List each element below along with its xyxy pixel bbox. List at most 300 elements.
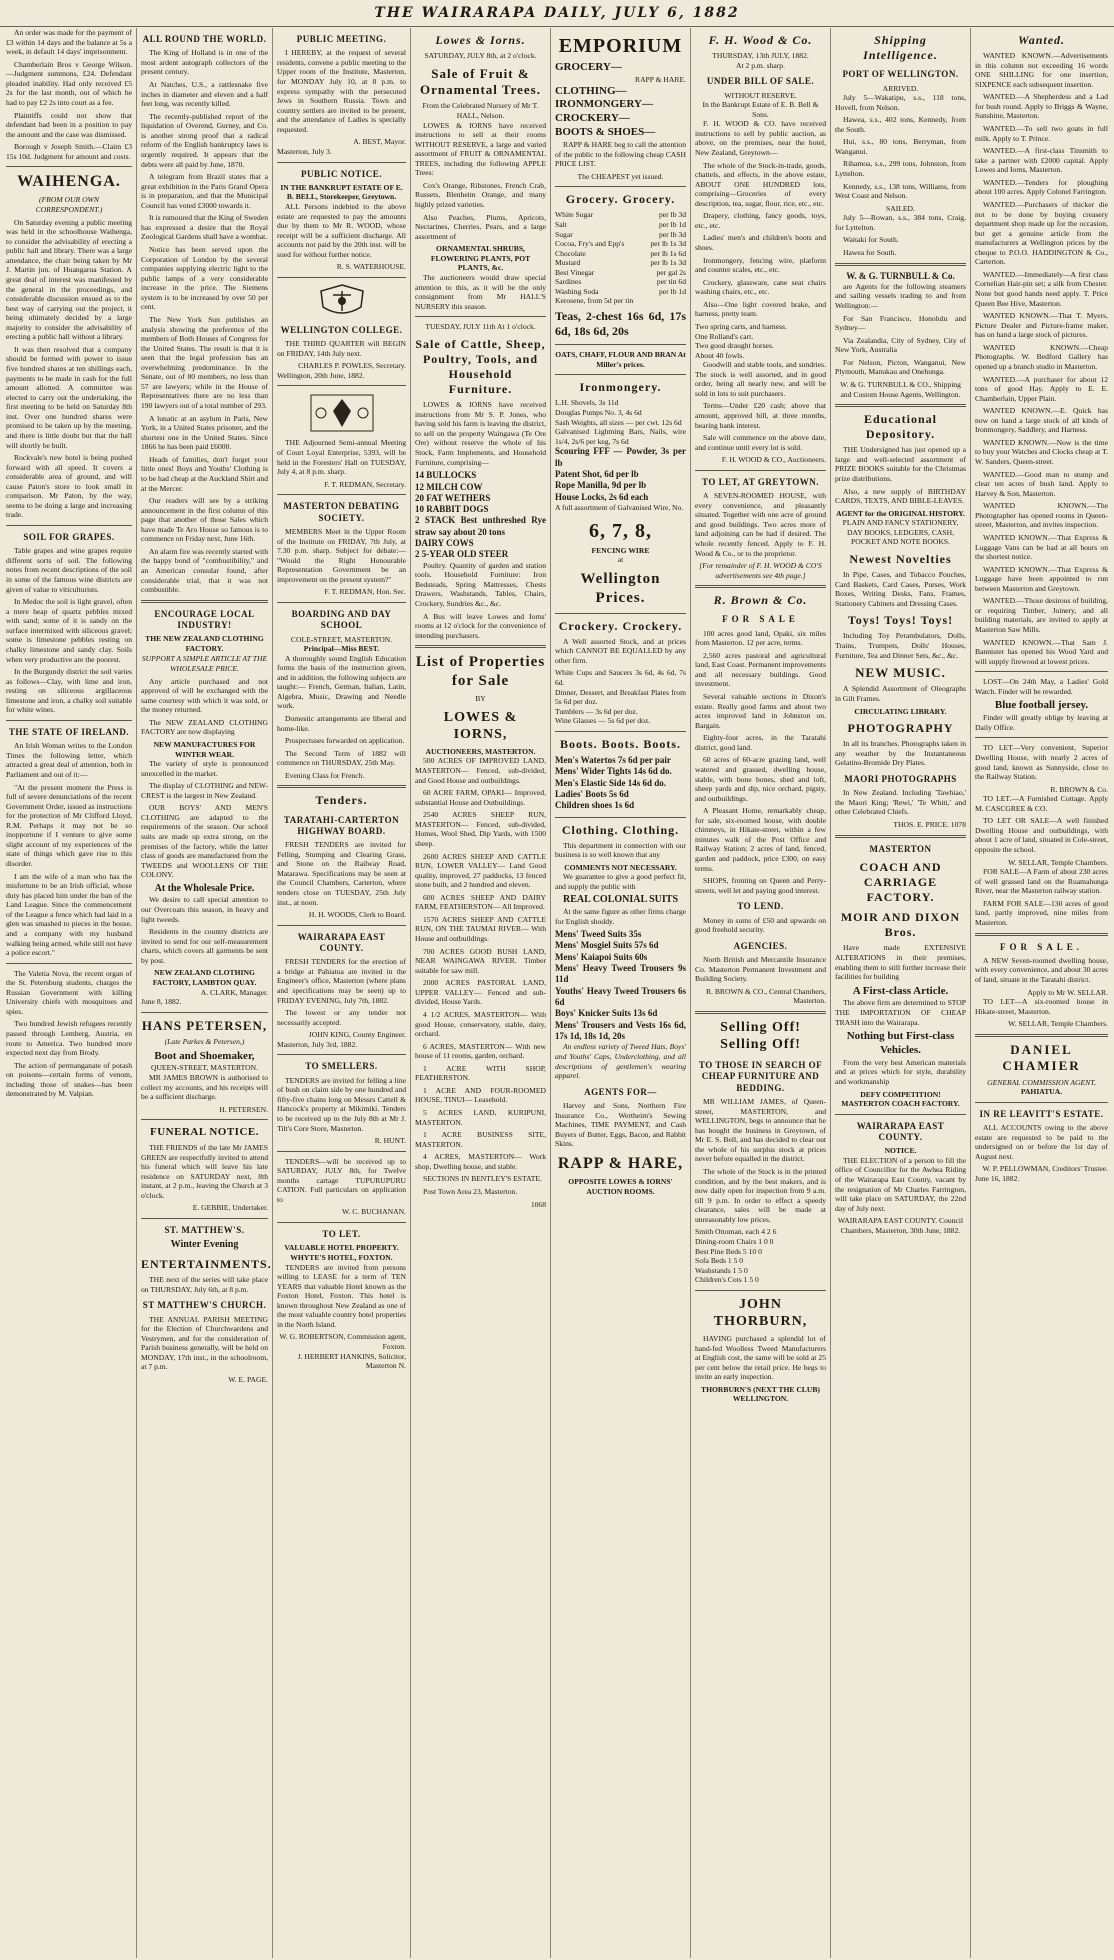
ad-text: F. H. WOOD & CO. have received instructions to sell by public auction, as above, on the premises, near the hotel, New Zealand, Greytown—: [695, 119, 826, 157]
divider: [415, 316, 546, 317]
ad-text: Mens' Kaiapoi Suits 60s: [555, 951, 648, 962]
ad-heading: NEW MUSIC.: [855, 665, 946, 681]
article-heading: PORT OF WELLINGTON.: [842, 69, 959, 80]
classified-ad: WANTED.—Immediately—A first class Cornelian Hair-pin set; a silk from Chester. None but good hands need apply. T. Price Queen Bee Hive, Masterton.: [975, 269, 1108, 308]
classified-ad: WANTED.—A Shepherdess and a Lad for bush round. Apply to Briggs & Wayne, Sunshine, Masterton.: [975, 92, 1108, 121]
ad-text: ALL ACCOUNTS owing to the above estate are requested to be paid to the undersigned on or before the 1st day of August next.: [975, 1123, 1108, 1161]
ad-text: Sash Weights, all sizes — per cwt. 12s 6d: [555, 417, 682, 427]
article-heading: THE STATE OF IRELAND.: [8, 726, 130, 737]
property-listing: SECTIONS IN BENTLEY'S ESTATE.: [423, 1174, 542, 1184]
article-text: "At the present moment the Press is full of severe denunciations of the recent Government Order, issued as instructions for the protection of Mr Clifford Lloyd, R.M. Perhaps it may not be so inopportune if I venture to give some slight account of my experiences of the state of things which gave rise to this disorder.: [6, 782, 132, 868]
ad-text: Smith Ottoman, each 4 2 6: [695, 1227, 777, 1237]
section-heading: Wanted.: [1017, 33, 1066, 47]
ad-text: Eighty-four acres, in the Taratahi district, good land.: [695, 733, 826, 752]
ad-text: The above firm are determined to STOP THE IMPORTATION OF CHEAP TRASH into the Wairarapa.: [835, 998, 966, 1027]
ad-section: CROCKERY—: [555, 112, 630, 125]
ad-signature: W. E. PAGE.: [228, 1374, 268, 1384]
ad-heading: R. Brown & Co.: [713, 593, 808, 608]
ad-text: A Bus will leave Lowes and Iorns' rooms at 12 o'clock for the convenience of intending purchasers.: [415, 611, 546, 640]
ad-text: The auctioneers would draw special attention to this, as it will be the only consignment from Mr HALL'S NURSERY this season.: [415, 272, 546, 311]
ad-heading: Toys! Toys! Toys!: [847, 613, 954, 628]
ad-heading: DANIEL CHAMIER: [1002, 1041, 1081, 1074]
ad-text: Mens' Tweed Suits 35s: [555, 929, 642, 940]
article-text: It was then resolved that a company should be formed with power to issue five hundred shares at ten shillings each, payments to be made in cash for the full amount allotted. A committee was elected to carry out the undertaking, the first meeting to be held on Saturday 8th inst. Over one hundred shares were promised to be taken up by the meeting, and there is little doubt but that the hall will shortly be built.: [6, 344, 132, 450]
ad-heading: PUBLIC NOTICE.: [300, 168, 382, 179]
ad-text: Tumblers — 3s 6d per doz.: [555, 706, 638, 716]
article-text: Plaintiffs could not show that defendant had been in a position to pay the amount and the case was dismissed.: [6, 110, 132, 139]
article-text: A telegram from Brazil states that a great exhibition in the Paris Grand Opera is in preparation, and that the Municipal Council has voted £3000 towards it.: [141, 172, 268, 210]
ad-heading: AGENTS FOR—: [584, 1086, 657, 1097]
article-subheading: (FROM OUR OWN CORRESPONDENT.): [35, 195, 103, 215]
ad-heading: Selling Off! Selling Off!: [720, 1019, 801, 1053]
ad-heading: TARATAHI-CARTERTON HIGHWAY BOARD.: [283, 814, 400, 836]
ad-text: THE ANNUAL PARISH MEETING for the Election of Churchwardens and Vestrymen, and for the consideration of Parish business generally, will be held on MONDAY, 17th inst., in the schoolroom, at 7 p.m.: [141, 1314, 268, 1372]
ad-text: I HEREBY, at the request of several residents, convene a public meeting to the Upper room of the Institute, Masterton, for MONDAY July 10, at 8 p.m. to express sympathy with the persecuted Jews in Southern Russia. Town and country settlers are invited to be present, and the attendance of Ladies is specially requested.: [277, 48, 406, 134]
ad-title: VALUABLE HOTEL PROPERTY.: [284, 1243, 399, 1253]
divider: [975, 1034, 1108, 1037]
ad-text: Rope Manilla, 9d per lb: [555, 480, 647, 491]
ad-heading: Grocery. Grocery.: [565, 192, 676, 207]
ad-text: SHOPS, fronting on Queen and Perry-streets, well let and paying good interest.: [695, 876, 826, 895]
ad-title: RAPP & HARE,: [557, 1154, 684, 1172]
ad-text: TENDERS—will be received up to SATURDAY, JULY 8th, for Twelve months cartage TUPURUPURU CATION. Full particulars on application to: [277, 1156, 406, 1204]
ad-text: Including Toy Perambulators, Dolls, Trains, Trumpets, Dolls' Houses, Furniture, Tea and Dinner Sets, &c., &c.: [835, 631, 966, 660]
ad-signature: R. HUNT.: [374, 1136, 406, 1146]
ad-title: ENTERTAINMENTS.: [141, 1256, 272, 1271]
ad-text: Children shoes 1s 6d: [555, 800, 635, 811]
ad-text: Two good draught horses.: [695, 341, 774, 351]
ad-signature: J. HERBERT HANKINS, Solicitor, Masterton N.: [297, 1351, 406, 1371]
ad-text: Domestic arrangements are liberal and home-like.: [277, 714, 406, 733]
article-subheading: ARRIVED.: [882, 83, 919, 93]
ad-heading: ST MATTHEW'S CHURCH.: [142, 1300, 267, 1311]
ad-signature: A. CLARK, Manager.: [200, 987, 268, 997]
ad-heading: IN RE LEAVITT'S ESTATE.: [979, 1108, 1104, 1119]
property-listing: 2540 ACRES SHEEP RUN, MASTERTON— Fenced, sub-divided, Homes, Wool Shed, Dip Yards, with 1500 sheep.: [415, 810, 546, 848]
divider: [835, 1114, 966, 1115]
ad-text: Evening Class for French.: [285, 770, 365, 780]
ad-text: In all its branches. Photographs taken in any weather by the Instantaneous Gelatino-Bromide Dry Plates.: [835, 739, 966, 768]
divider: [975, 737, 1108, 738]
ad-text: BY: [475, 694, 486, 704]
property-listing: 5 ACRES LAND, KURIPUNI, MASTERTON.: [415, 1108, 546, 1127]
divider: [555, 344, 686, 345]
column-7: [831, 28, 971, 1958]
ad-title: UNDER BILL OF SALE.: [706, 76, 815, 87]
article-text: Rockvale's new hotel is being pushed forward with all speed. It covers a considerable area of ground, and will cause Paton's store to look small in comparison. Mr Paton, by the way, seems to be doing a large and increasing trade.: [6, 453, 132, 520]
ad-text: NEW ZEALAND CLOTHING FACTORY, LAMBTON QUAY.: [152, 968, 257, 987]
ad-heading: ST. MATTHEW'S.: [164, 1225, 245, 1236]
property-listing: 60 ACRE FARM, OPAKI— Improved, substantial House and Outbuildings.: [415, 788, 546, 807]
divider: [6, 525, 132, 526]
price-row: Best Vinegar per gal 2s: [555, 267, 686, 277]
ad-text: Residents in the country districts are invited to send for our self-measurement charts, which covers all garments be sent by post.: [141, 927, 268, 965]
divider: [277, 277, 406, 278]
ad-heading: WELLINGTON COLLEGE.: [280, 324, 403, 335]
ad-date: Masterton, July 3rd, 1882.: [277, 1039, 358, 1049]
article-text: The action of permanganate of potash on poisons—certain forms of venom, including those of snakes—has been demonstrated by M. Valpian.: [6, 1060, 132, 1099]
ad-text: WITHOUT RESERVE.: [724, 90, 797, 100]
ad-title: PAHIATUA.: [1020, 1087, 1063, 1097]
ad-text: A thoroughly sound English Education forms the basis of the instruction given, and in addition, the following subjects are taught:— French, German, Italian, Latin, Algebra, Music, Drawing and Needle work.: [277, 653, 406, 711]
ad-heading: Boots. Boots. Boots.: [559, 736, 681, 751]
classified-ad: WANTED.—Those desirous of building, or requiring Timber, Joinery, and all building materials, are invited to apply at Masterton Saw Mills.: [975, 596, 1108, 635]
article-text: Hui, s.s., 80 tons, Berryman, from Wanganui.: [835, 137, 966, 156]
column-3: [273, 28, 411, 1958]
ad-text: ORNAMENTAL SHRUBS, FLOWERING PLANTS, POT PLANTS, &c.: [430, 244, 531, 273]
ad-text: OPPOSITE LOWES & IORNS' AUCTION ROOMS.: [568, 1176, 673, 1196]
divider: [695, 1290, 826, 1291]
article-text: A lunatic at an asylum in Paris, New York, in a United States prisoner, and the shortest one in the United States. Since 1866 he has been paid £6000.: [141, 413, 268, 452]
article-text: Notice has been served upon the Corporation of London by the several companies supplying electric light to the public lamps of a very considerable increase in the price. The Siemens system is to be increased by over 50 per cent.: [141, 245, 268, 312]
ad-signature: R. S. WATERHOUSE.: [336, 262, 406, 272]
ad-highlight: Wellington Prices.: [580, 570, 661, 606]
divider: [695, 1011, 826, 1014]
ad-text: From the Celebrated Nursery of Mr T. HALL, Nelson.: [422, 101, 539, 120]
ad-text: In New Zealand. Including 'Tawhiao,' the Maori King; 'Rewi,' 'Te Whiti,' and other Celebrated Chiefs.: [835, 788, 966, 817]
ad-text: LOWES & IORNS have received instructions to sell at their rooms WITHOUT RESERVE, a large and varied assortment of FRUIT & ORNAMENTAL TREES, including the following APPLE Trees:: [415, 120, 546, 178]
ad-text: In the Bankrupt Estate of E. B. Bell & Sons.: [702, 100, 819, 119]
property-listing: 2000 ACRES PASTORAL LAND, UPPER VALLEY— Fenced and sub-divided, House Yards.: [415, 978, 546, 1007]
list-item: 2 STACK Best unthreshed Rye straw say about 20 tons: [415, 515, 546, 537]
ad-heading: EMPORIUM: [558, 35, 683, 57]
ad-heading: PUBLIC MEETING.: [296, 34, 387, 44]
property-listing: 6 ACRES, MASTERTON— With new house of 11 rooms, garden, orchard.: [415, 1041, 546, 1061]
ad-date: Wellington, 20th June, 1882.: [277, 370, 365, 380]
ad-section: BOOTS & SHOES—: [555, 126, 656, 139]
article-text: Our readers will see by a striking announcement in the first column of this page that another of those Sales which have made Te Aro House so famous is to commence on Friday next, June 16th.: [141, 496, 268, 544]
ad-heading: TO LET, AT GREYTOWN.: [702, 476, 819, 487]
ad-text: MASTERTON COACH FACTORY.: [841, 1099, 960, 1109]
ad-signature: H. H. WOODS, Clerk to Board.: [308, 910, 406, 920]
ad-text: THE FRIENDS of the late Mr JAMES GREEN are respectfully invited to attend his funeral which will leave his late residence on SATURDAY next, 8th instant, at 2 p.m., leaving the Church at 3 o'clock.: [141, 1143, 268, 1200]
ad-signature: A. BEST, Mayor.: [353, 137, 406, 147]
ad-text: One Rolland's cart.: [695, 331, 754, 341]
ad-text: For San Francisco, Honolulu and Sydney—: [835, 313, 966, 333]
ad-signature: R. BROWN & CO., Central Chambers, Masterton.: [705, 986, 826, 1006]
college-crest-icon: [313, 283, 371, 319]
article-text: It is rumoured that the King of Sweden has expressed a desire that the Royal Zoological Gardens shall have a wombat.: [141, 213, 268, 242]
column-4: [411, 28, 551, 1958]
classified-ad: WANTED KNOWN.—The Photographer has opened rooms in Queen-street, Masterton, and invites inspection.: [975, 501, 1108, 530]
ad-text: Scouring FFF — Powder, 3s per lb: [555, 446, 686, 468]
ad-text: The NEW ZEALAND CLOTHING FACTORY are now displaying: [141, 717, 268, 737]
classified-ad: TO LET—Very convenient, Superior Dwelling House, with nearly 2 acres of good land, known as Sunnyside, close to the Railway Station.: [975, 743, 1108, 782]
ad-text: Via Zealandia, City of Sydney, City of New York, Australia: [835, 335, 966, 355]
divider: [975, 933, 1108, 936]
divider: [835, 404, 966, 407]
ad-text: The variety of style is pronounced unexcelled in the market.: [141, 759, 268, 778]
ad-text: The Second Term of 1882 will commence on THURSDAY, 25th May.: [277, 748, 406, 768]
price-row: White Sugar per lb 3d: [555, 210, 686, 220]
ad-text: A Well assorted Stock, and at prices which CANNOT BE EQUALLED by any other firm.: [555, 636, 686, 665]
price-row: Salt per lb 1d: [555, 219, 686, 229]
ad-text: Mens' Trousers and Vests 16s 6d, 17s 1d, 18s 1d, 20s: [555, 1019, 686, 1042]
ad-subtitle: GENERAL COMMISSION AGENT,: [987, 1077, 1096, 1087]
ad-text: The whole of the Stock is in the printed condition, and by the best makers, and is now daily open for inspection from 9 a.m. till 9 p.m. In order to effect a speedy clearance, sales will be made at unreasonably low prices.: [695, 1167, 826, 1224]
ad-text: White Cups and Saucers 3s 6d, 4s 6d, 7s 6d.: [555, 668, 686, 687]
ad-signature: W. G. ROBERTSON, Commission agent, Foxton.: [279, 1332, 406, 1351]
article-text: An Irish Woman writes to the London Times the following letter, which attracted a great deal of attention, both in Parliament and out of it:—: [6, 741, 132, 779]
article-heading: ALL ROUND THE WORLD.: [142, 34, 267, 44]
ad-heading: MASTERTON DEBATING SOCIETY.: [283, 501, 400, 523]
ad-text: We desire to call special attention to our Overcoats this season, in heavy and light tweeds.: [141, 895, 268, 924]
article-text: In the Burgundy district the soil varies as follows—Clay, with lime and iron, resting on siliceous argillaceous limestone and iron, a chalky soil suitable for white wines.: [6, 667, 132, 715]
divider: [555, 374, 686, 375]
ad-heading: PHOTOGRAPHY: [847, 721, 954, 736]
classified-ad: FARM FOR SALE—130 acres of good land, partly improved, nine miles from Masterton.: [975, 898, 1108, 927]
classified-ad: TO LET.—A Furnished Cottage. Apply M. CASCGREE & CO.: [975, 794, 1108, 813]
ad-title: MOIR AND DIXON Bros.: [840, 910, 961, 940]
column-5: [551, 28, 691, 1958]
classified-ad: TO LET—A six-roomed house in Hikate-street, Masterton.: [975, 997, 1108, 1016]
ad-signature: F. H. WOOD & CO., Auctioneers.: [721, 455, 826, 465]
ad-heading: Lowes & Iorns.: [435, 33, 526, 47]
ad-text: Wine Glasses — 5s 6d per doz.: [555, 716, 651, 726]
ad-title: LOWES & IORNS,: [443, 709, 518, 743]
divider: [555, 613, 686, 614]
ad-text: are Agents for the following steamers and sailing vessels trading to and from Wellington:—: [835, 281, 966, 310]
list-item: 2 5-YEAR OLD STEER: [415, 549, 509, 560]
ad-text: Drapery, clothing, fancy goods, toys, etc., etc.: [695, 211, 826, 230]
ad-section: IRONMONGERY—: [555, 98, 654, 111]
property-listing: 600 ACRES SHEEP AND DAIRY FARM, FEATHERSTON— All Improved.: [415, 892, 546, 912]
ad-signature: WAIRARAPA EAST COUNTY. Council Chambers, Masterton, 30th June, 1882.: [837, 1216, 964, 1235]
ad-text: CIRCULATING LIBRARY.: [854, 706, 947, 716]
ad-title: NOTICE.: [884, 1146, 917, 1156]
ad-text: Ironmongery, fencing wire, platform and counter scales, etc., etc.: [695, 255, 826, 275]
ad-text: Sale will commence on the above date, and continue until every lot is sold.: [695, 433, 826, 452]
ad-heading: Educational Depository.: [863, 412, 937, 442]
article-text: Hawea, s.s., 402 tons, Kennedy, from the South.: [835, 115, 966, 134]
ad-text: MEMBERS Meet in the Upper Room of the Institute on FRIDAY, 7th July, at 7.30 p.m. sharp. Subject for debate:— "Would the Right Honourable Representation Government be an improvement on the present system?": [277, 526, 406, 584]
divider: [277, 494, 406, 495]
ad-heading: FUNERAL NOTICE.: [150, 1126, 259, 1139]
section-heading: Tenders.: [315, 793, 368, 808]
article-text: July 5—Rowan, s.s., 384 tons, Craig, for Lyttelton.: [835, 213, 966, 232]
ad-title: Sale of Fruit & Ornamental Trees.: [420, 65, 541, 98]
divider: [555, 731, 686, 732]
classified-ad: LOST—On 24th May, a Ladies' Gold Watch. Finder will be rewarded.: [975, 677, 1108, 696]
ad-text: OATS, CHAFF, FLOUR AND BRAN At Miller's prices.: [555, 350, 686, 369]
ad-signature: W. P. PELLOWMAN, Creditors' Trustee.: [982, 1164, 1108, 1174]
classified-ad: WANTED KNOWN.—Now is the time to buy your Watches and Clocks cheap at T. W. Sanders, Queen-street.: [975, 437, 1108, 467]
divider: [415, 645, 546, 648]
ad-text: Goodwill and stable tools, and sundries. The stock is well assorted, and in good order, being all nearly new, and will be sold in lots to suit purchasers.: [695, 360, 826, 398]
classified-ad: TO LET OR SALE—A well finished Dwelling House and outbuildings, with about 1 acre of land, situated in Cole-street, opposite the school.: [975, 816, 1108, 855]
ad-text: Best Pine Beds 5 10 0: [695, 1246, 762, 1256]
divider: [555, 817, 686, 818]
ad-signature: H. PETERSEN.: [219, 1104, 268, 1114]
ad-text: Crockery, glassware, cane seat chairs washing chairs, etc., etc.: [695, 277, 826, 297]
ad-text: The display of CLOTHING and NEW-CREST is the largest in New Zealand.: [141, 781, 268, 800]
article-subheading: SAILED.: [886, 203, 915, 213]
ad-text: An endless variety of Tweed Hats, Boys' and Youths' Caps, Underclothing, and all descriptions of gentlemen's wearing apparel.: [555, 1042, 686, 1081]
ad-text: REAL COLONIAL SUITS: [562, 894, 679, 906]
ad-text: NEW MANUFACTURES FOR WINTER WEAR.: [153, 739, 256, 759]
ad-text: In Pipe, Cases, and Tobacco Pouches, Card Baskets, Card Cases, Purses, Work Boxes, Writing Desks, Fans, Frames, Stationery Cabinets and Dressing Cases.: [835, 570, 966, 608]
article-text: Hawea for South.: [843, 247, 897, 257]
ad-text: Also, a new supply of BIRTHDAY CARDS, TEXTS, AND BIBLE-LEAVES.: [835, 486, 966, 506]
ad-text: OUR BOYS' AND MEN'S CLOTHING are adapted to the requirements of the season. Our school suits are made up extra strong, on the premises of the factory, while the latter class of goods are manufactured from the TWEEDS and WOOLLENS OF THE COLONY.: [141, 803, 268, 880]
price-row: Chocolate per lb 1s 6d: [555, 248, 686, 258]
ad-heading: F. H. Wood & Co.: [708, 33, 813, 47]
ad-text: Cox's Orange, Ribstones, French Crab, Russets, Blenheim Orange, and many highly prized varieties.: [415, 180, 546, 210]
ad-text: QUEEN-STREET, MASTERTON.: [150, 1063, 259, 1073]
ad-text: THE next of the series will take place on THURSDAY, July 6th, at 8 p.m.: [141, 1275, 268, 1294]
divider: [277, 1151, 406, 1152]
divider: [555, 186, 686, 187]
article-text: Two hundred Jewish refugees recently passed through Lemberg, Austria, en route to America. Two hundred more expected next day from Brody.: [6, 1019, 132, 1058]
section-heading: Shipping Intelligence.: [863, 33, 938, 63]
divider: [141, 1119, 268, 1120]
property-listing: 700 ACRES GOOD BUSH LAND, NEAR WAINGAWA RIVER. Timber suitable for saw mill.: [415, 946, 546, 975]
classified-ad: A NEW Seven-roomed dwelling house, with every convenience, and about 30 acres of land, situate in the Taratahi district.: [975, 955, 1108, 984]
ad-text: At 2 p.m. sharp.: [736, 60, 785, 70]
divider: [6, 963, 132, 964]
ad-section: CLOTHING—: [555, 84, 627, 97]
classified-ad: FOR SALE—A Farm of about 230 acres of well grassed land on the Ruamahunga River, near the Masterton railway station.: [975, 867, 1108, 896]
ad-text: Dining-room Chairs 1 0 0: [695, 1236, 774, 1246]
ad-text: [For remainder of F. H. WOOD & CO'S advertisements see 4th page.]: [699, 561, 822, 580]
ad-text: TENDERS are invited for felling a line of bush on claim side by one hundred and fifty-five chains long on Messrs Cattell & Hancock's property at Mikimiki. Tenders to be received up to the July 8th at Mr J. Tilt's Core Store, Masterton.: [277, 1075, 406, 1133]
ad-text: The CHEAPEST yet issued.: [577, 171, 664, 181]
classified-ad: WANTED KNOWN.—Advertisements in this column not exceeding 16 words ONE SHILLING for one insertion, SIXPENCE each subsequent insertion.: [975, 51, 1108, 89]
ad-heading: JOHN THORBURN,: [713, 1296, 808, 1330]
ad-title: TO THOSE IN SEARCH OF CHEAP FURNITURE AND BEDDING.: [698, 1060, 823, 1093]
ad-text: This department in connection with our business is so well known that any: [555, 840, 686, 860]
ad-text: At the Wholesale Price.: [154, 882, 255, 894]
ad-heading: AGENCIES.: [733, 940, 788, 951]
ad-text: ALL Persons indebted to the above estate are requested to pay the amounts due by them to Mr R. WOOD, whose receipt will be a sufficient discharge. All accounts not paid by the 20th inst. will be sued for without further notice.: [277, 201, 406, 259]
article-text: An alarm fire was recently started with the happy bond of "combustibility," and an American consular found, after considerable trial, that it was not combustible.: [141, 546, 268, 595]
ad-text: COLE-STREET, MASTERTON.: [290, 634, 393, 644]
ad-text: at: [617, 555, 624, 565]
price-row: Kerosene, from 5d per tin: [555, 296, 634, 306]
property-listing: 4 1/2 ACRES, MASTERTON— With good House, conservatory, stable, dairy, orchard.: [415, 1009, 546, 1039]
article-text: Chamberlain Bros v George Wilson.—Judgment summons, £24. Defendant pleaded inability. Had only received £5 2s for the last month, out of which he had to pay £2 2s into court as a fee.: [6, 59, 132, 107]
ad-title: Principal—Miss BEST.: [303, 644, 380, 654]
ad-text: LOWES & IORNS have received instructions from Mr S. P. Jones, who having sold his farm is leaving the district, to sell on the property Waingawa (Te Ore Ore) without reserve the whole of his Stock, Farm Implements, and Household Furniture, comprising—: [415, 400, 546, 467]
ad-text: RAPP & HARE beg to call the attention of the public to the following cheap CASH PRICE LIST.: [555, 140, 686, 169]
ad-text: AUCTIONEERS, MASTERTON.: [425, 746, 536, 756]
article-text: Rihamoa, s.s., 299 tons, Johnston, from Lyttelton.: [835, 159, 966, 179]
ad-signature: JOHN KING, County Engineer.: [308, 1030, 406, 1040]
ad-text: 2,560 acres pastoral and agricultural land, East Coast. Permanent improvements and all necessary buildings. Good investment.: [695, 650, 826, 689]
list-item: 20 FAT WETHERS: [415, 492, 491, 503]
ad-highlight: Blue football jersey.: [994, 699, 1089, 712]
divider: [277, 385, 406, 386]
ad-highlight: Teas, 2-chest 16s 6d, 17s 6d, 18s 6d, 20s: [555, 309, 686, 339]
ad-text: Mens' Heavy Tweed Trousers 9s 11d: [555, 963, 686, 985]
article-text: July 5—Wakatipu, s.s., 118 tons, Hovell, from Nelson.: [835, 93, 966, 112]
price-row: Cocoa, Fry's and Epp's per lb 1s 3d: [555, 239, 686, 249]
ad-text: THE THIRD QUARTER will BEGIN on FRIDAY, 14th July next.: [277, 339, 406, 358]
ad-text: Mens' Mosgiel Suits 57s 6d: [555, 940, 659, 951]
property-listing: 1 ACRE AND FOUR-ROOMED HOUSE, TINUI— Leasehold.: [415, 1085, 546, 1105]
ad-heading: TO SMELLERS.: [305, 1061, 378, 1072]
divider: [277, 1054, 406, 1055]
divider: [277, 1222, 406, 1223]
ad-date: June 16, 1882.: [975, 1173, 1020, 1183]
masthead-title: THE WAIRARAPA DAILY, JULY 6, 1882: [374, 5, 740, 21]
ad-text: Patent Shot, 6d per lb: [555, 468, 639, 479]
ad-text: Terms—Under £20 cash; above that amount, approved bill, at three months, bearing bank interest.: [695, 401, 826, 430]
divider: [141, 600, 268, 603]
property-listing: 2600 ACRES SHEEP AND CATTLE RUN, LOWER VALLEY— Land Good quality, improved, 27 paddocks, 13 fenced stone built, and 2 hundred and eleven.: [415, 851, 546, 890]
ad-text: 60 acres of 60-acre grazing land, well watered and grassed, dwelling house, stable, with bone bones, shed and loft, sheep yards and dip, nice orchard, pigsty, and outbuildings.: [695, 755, 826, 803]
columns: [2, 28, 1112, 1958]
divider: [277, 162, 406, 163]
classified-ad: WANTED KNOWN.—That Express & Luggage Vans can be had at all hours on the shortest notice.: [975, 532, 1108, 562]
ad-text: Any article purchased and not approved of will be exchanged with the same courtesy with which it was sold, or the money returned.: [141, 676, 268, 715]
ad-text: THURSDAY, 13th JULY, 1882.: [712, 51, 809, 61]
list-item: 12 MILCH COW: [415, 481, 483, 492]
divider: [975, 671, 1108, 672]
ad-heading: W. & G. TURNBULL & Co.: [846, 270, 955, 281]
ad-heading: Newest Novelties: [849, 551, 952, 566]
ad-signature: Apply to Mr W. SELLAR.: [1027, 987, 1108, 997]
property-listing: 4 ACRES, MASTERTON— Work shop, Dwelling house, and stable.: [415, 1152, 546, 1171]
divider: [141, 1012, 268, 1013]
ad-text: North British and Mercantile Insurance Co. Masterton Permanent Investment and Building Society.: [695, 955, 826, 984]
classified-ad: WANTED.—Good man to stump and clear ten acres of bush land. Apply to Harvey & Son, Masterton.: [975, 469, 1108, 498]
article-text: On Saturday evening a public meeting was held in the schoolhouse Waihenga, to consider the advisability of erecting a public hall and library. There was a large attendance, the chair being taken by Mr J. Martin jun. of Huangarua Station. A great deal of interest was manifested by the general in the proceedings, and considerable discussion ensued as to the best way of carrying out the project, it being ultimately decided by a large majority to consider the advisability of erecting a public hall without a library.: [6, 217, 132, 342]
ad-text: A Splendid Assortment of Oleographs in Gilt Frames.: [835, 684, 966, 703]
divider: [141, 1218, 268, 1219]
ad-text: Harvey and Sons, Northern Fire Insurance Co., Wertheim's Sewing Machines, TIME PAYMENT, and Cash Buyers of Butter, Eggs, Bacon, and Rabbit Skins.: [555, 1101, 686, 1149]
ad-text: Youths' Heavy Tweed Trousers 6s 6d: [555, 985, 686, 1008]
ad-text: Poultry. Quantity of garden and station tools. Household Furniture: Iron Bedsteads, Spring Mattresses, Chests Drawers, Washstands, Tables, Chairs, Crockery, Sundries &c., &c.: [415, 560, 546, 609]
price-row: Washing Soda per lb 1d: [555, 286, 686, 296]
ad-subtitle: (Late Parkes & Petersen,): [164, 1037, 245, 1047]
list-item: 10 RABBIT DOGS: [415, 504, 489, 515]
ad-text: Ladies' men's and children's boots and shoes.: [695, 233, 826, 252]
ad-signature: W. SELLAR, Temple Chambers.: [1008, 1019, 1108, 1029]
list-item: DAIRY COWS: [415, 538, 474, 549]
ad-heading: List of Properties for Sale: [415, 654, 546, 690]
article-text: Heads of families, don't forget your little ones! Boys and Youths' Clothing is to be had cheap at the Auckland Shirt and at the Mercer.: [141, 454, 268, 493]
column-2: [137, 28, 273, 1958]
ad-text: Have made EXTENSIVE ALTERATIONS in their premises, enabling them to still further increase their facilities for building: [835, 943, 966, 982]
ad-text: For Nelson, Picton, Wanganui, New Plymouth, Manukau and Onehunga.: [835, 357, 966, 377]
ad-signature: THOS. E. PRICE. 1078: [893, 819, 966, 829]
ad-heading: FOR SALE.: [999, 941, 1083, 952]
ad-title: WHYTE'S HOTEL, FOXTON.: [290, 1252, 393, 1262]
ad-title: Boot and Shoemaker,: [154, 1049, 255, 1062]
ad-text: We guarantee to give a good perfect fit, and supply the public with: [555, 872, 686, 891]
ad-text: At the same figure as other firms charge for English shoddy.: [555, 907, 686, 926]
article-text: Table grapes and wine grapes require different sorts of soil. The following notes from recent descriptions of the soil in some of the famous wine districts are given of value to viticulturists.: [6, 546, 132, 594]
ad-text: RAPP & HARE.: [635, 75, 686, 85]
ad-text: AGENT for the ORIGINAL HISTORY.: [836, 508, 965, 518]
divider: [277, 602, 406, 603]
ad-text: Several valuable sections in Dixon's estate. Really good farms and about two acres improved land in Johnston on. Bargain.: [695, 692, 826, 730]
ad-text: 100 acres good land, Opaki, six miles from Masterton. 12 per acre, terms.: [695, 628, 826, 648]
classified-ad: WANTED KNOWN.—E. Quick has now on hand a large stock of all kinds of Ironmongery, Saddlery, and Harness.: [975, 406, 1108, 435]
classified-ad: WANTED KNOWN.—That Express & Luggage have been appointed to run between Masterton and Greytown.: [975, 564, 1108, 593]
divider: [835, 263, 966, 266]
article-text: In Medoc the soil is light gravel, often a mere heap of quartz pebbles mixed with sand; some of it is sandy on the surface intermixed with siliceous gravel; some is limestone pebbles resting on chalky limestone and sandy clay. Soils when very productive are the poorest.: [6, 597, 132, 664]
ad-text: FRESH TENDERS are invited for Felling, Stumping and Clearing Grass, and Stone on the Railway Road, Matarawa. Specifications may be seen at the Council Chambers, Carterton, where tenders close on TUESDAY, 25th July inst., at noon.: [277, 840, 406, 907]
ad-text: Mens' Wider Tights 14s 6d do.: [555, 766, 672, 777]
article-text: The King of Holland is in one of the most ardent autograph collectors of the present century.: [141, 48, 268, 77]
classified-ad: WANTED KNOWN.—That Sam J. Bannister has opened his Wood Yard and will supply firewood at lowest prices.: [975, 637, 1108, 666]
ad-title: IN THE BANKRUPT ESTATE OF E. B. BELL, Storekeeper, Greytown.: [280, 182, 403, 202]
ad-text: About 40 fowls.: [695, 350, 745, 360]
article-text: Waitaki for South.: [843, 235, 899, 245]
ad-text: A Pleasant Home, remarkably cheap, for sale, six-roomed house, with double chimneys, in Hikate-street, within a few minutes walk of the Post Office and Railway Station; 2 acres of land, fenced, garden and paddock, price £300, on easy terms.: [695, 806, 826, 873]
